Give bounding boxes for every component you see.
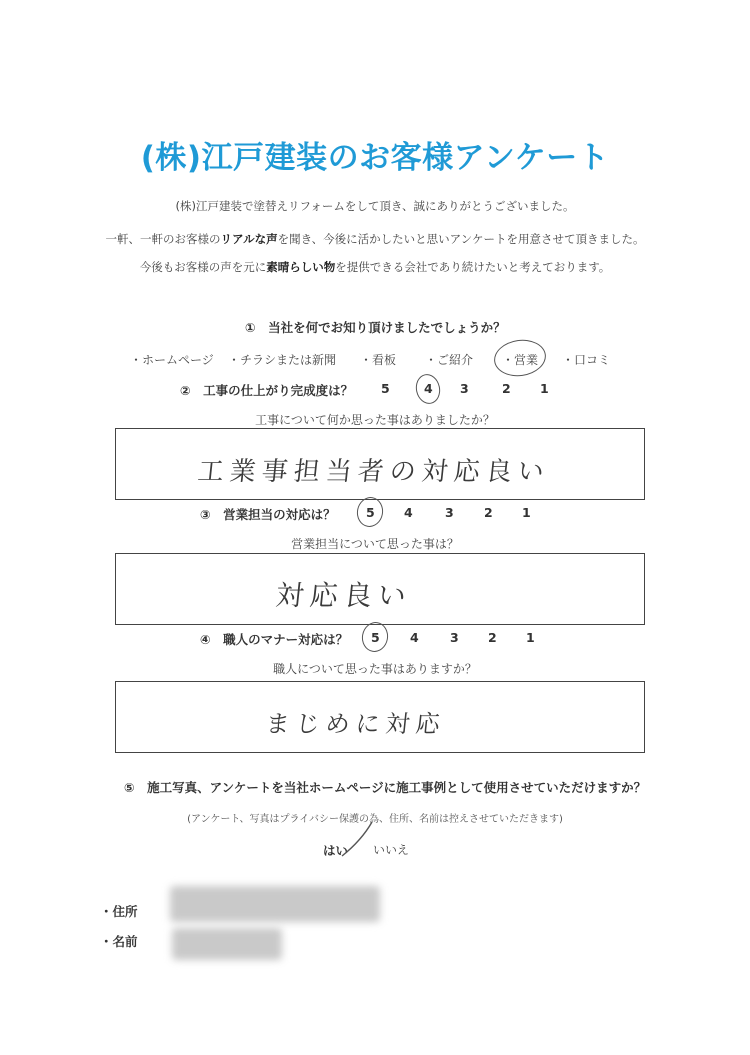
address-label: ・住所 — [100, 904, 138, 919]
q2-prompt: 工事について何か思った事はありましたか？ — [255, 413, 495, 427]
name-label: ・名前 — [100, 934, 138, 949]
q3-label: ③ 営業担当の対応は？ — [200, 507, 336, 522]
intro-line-2-a: 一軒、一軒のお客様の — [105, 232, 221, 246]
q2-answer-box[interactable] — [115, 428, 645, 500]
survey-title: (株)江戸建装のお客様アンケート — [140, 140, 610, 176]
q4-selection-circle — [360, 620, 391, 654]
q3-score-3[interactable]: 3 — [445, 505, 454, 520]
q4-score-2[interactable]: 2 — [488, 630, 497, 645]
q1-option-word-of-mouth[interactable]: ・口コミ — [562, 353, 611, 367]
address-redacted — [170, 886, 380, 922]
intro-line-3 — [0, 259, 750, 275]
q1-label: ① 当社を何でお知り頂けましたでしょうか？ — [245, 320, 506, 335]
q5-no-option[interactable]: いいえ — [373, 843, 410, 857]
q5-label: ⑤ 施工写真、アンケートを当社ホームページに施工事例として使用させていただけますか？ — [124, 780, 647, 795]
q1-option-referral[interactable]: ・ご紹介 — [425, 353, 474, 367]
q2-score-5[interactable]: 5 — [381, 381, 390, 396]
q3-handwritten-answer: 対応良い — [274, 579, 414, 612]
q2-score-3[interactable]: 3 — [460, 381, 469, 396]
q1-option-signboard[interactable]: ・看板 — [360, 353, 397, 367]
q1-option-flyer[interactable]: ・チラシまたは新聞 — [228, 353, 337, 367]
q5-selection-mark — [338, 818, 378, 864]
q4-prompt: 職人について思った事はありますか？ — [273, 662, 477, 676]
q4-score-3[interactable]: 3 — [450, 630, 459, 645]
q4-answer-box[interactable] — [115, 681, 645, 753]
q3-answer-box[interactable] — [115, 553, 645, 625]
q1-selection-circle — [492, 337, 549, 380]
q2-score-2[interactable]: 2 — [502, 381, 511, 396]
q3-score-5[interactable]: 5 — [366, 505, 375, 520]
q2-score-4[interactable]: 4 — [424, 381, 433, 396]
q5-yes-option[interactable]: はい — [323, 843, 349, 858]
name-redacted — [172, 928, 282, 960]
q4-label: ④ 職人のマナー対応は？ — [200, 632, 349, 647]
intro-line-1: (株)江戸建装で塗替えリフォームをして頂き、誠にありがとうございました。 — [175, 199, 575, 213]
intro-line-2 — [0, 231, 750, 247]
q5-note: (アンケート、写真はプライバシー保護の為、住所、名前は控えさせていただきます) — [187, 814, 563, 825]
q3-selection-circle — [355, 495, 386, 529]
q4-score-4[interactable]: 4 — [410, 630, 419, 645]
q2-score-1[interactable]: 1 — [540, 381, 549, 396]
intro-line-2-emphasis: リアルな声 — [220, 232, 278, 246]
q2-selection-circle — [413, 372, 443, 406]
q4-score-1[interactable]: 1 — [526, 630, 535, 645]
intro-line-3-a: 今後もお客様の声を元に — [139, 260, 267, 274]
q4-score-5[interactable]: 5 — [371, 630, 380, 645]
q3-score-4[interactable]: 4 — [404, 505, 413, 520]
q3-score-1[interactable]: 1 — [522, 505, 531, 520]
q1-option-sales[interactable]: ・営業 — [502, 353, 539, 367]
q2-label: ② 工事の仕上がり完成度は？ — [180, 383, 354, 398]
q3-prompt: 営業担当について思った事は？ — [291, 537, 459, 551]
q4-handwritten-answer: まじめに対応 — [264, 710, 448, 738]
intro-line-2-c: を聞き、今後に活かしたいと思いアンケートを用意させて頂きました。 — [277, 232, 645, 246]
intro-line-3-emphasis: 素晴らしい物 — [266, 260, 336, 274]
q3-score-2[interactable]: 2 — [484, 505, 493, 520]
q2-handwritten-answer: 工業事担当者の対応良い — [196, 457, 552, 487]
intro-line-3-c: を提供できる会社であり続けたいと考えております。 — [335, 260, 611, 274]
q1-option-homepage[interactable]: ・ホームページ — [130, 353, 214, 367]
